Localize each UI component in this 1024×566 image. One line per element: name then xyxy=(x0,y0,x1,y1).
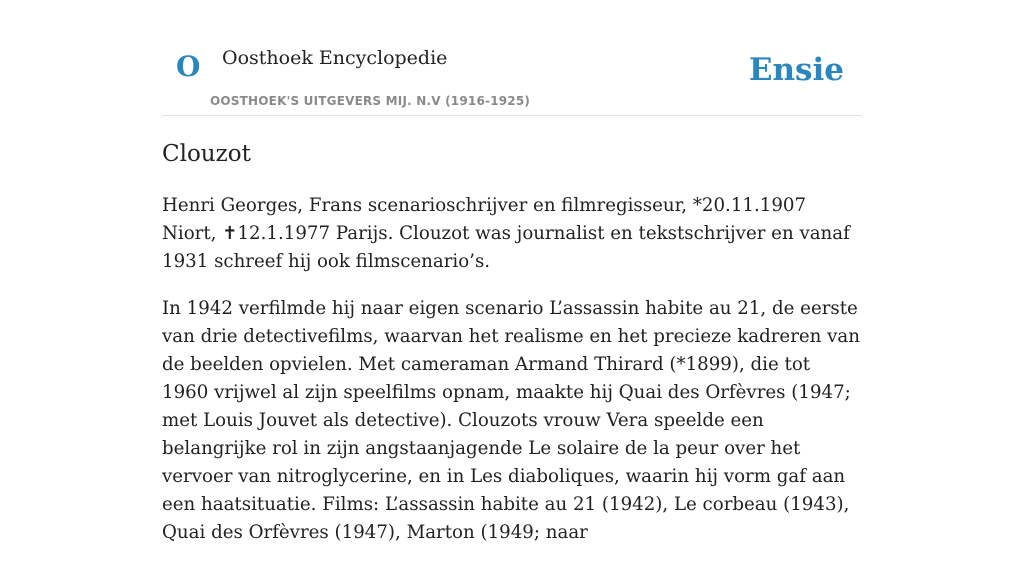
site-logo[interactable]: O xyxy=(176,50,201,83)
site-header xyxy=(162,0,862,116)
article-paragraph: In 1942 verfilmde hij naar eigen scenario L’assassin habite au 21, de eerste van drie detectivefilms, waarvan het realisme en het precieze kadreren van de beelden opvielen. Met cameraman Armand Thirard (*1899), die tot 1960 vrijwel al zijn speelfilms opnam, maakte hij Quai des Orfèvres (1947; met Louis Jouvet als detective). Clouzots vrouw Vera speelde een belangrijke rol in zijn angstaanjagende Le solaire de la peur over het vervoer van nitroglycerine, en in Les diaboliques, waarin hij vorm gaf aan een haatsituatie. Films: L’assassin habite au 21 (1942), Le corbeau (1943), Quai des Orfèvres (1947), Marton (1949; naar xyxy=(162,298,860,543)
page xyxy=(162,0,862,543)
article-title: Clouzot xyxy=(162,141,251,167)
article-body xyxy=(162,192,862,566)
article-paragraph: Henri Georges, Frans scenarioschrijver en filmregisseur, *20.11.1907 Niort, ✝12.1.1977 Parijs. Clouzot was journalist en tekstschrijver en vanaf 1931 schreef hij ook filmscenario’s. xyxy=(162,195,850,272)
brand-logo-link[interactable]: Ensie xyxy=(748,52,844,88)
site-title[interactable]: Oosthoek Encyclopedie xyxy=(222,47,448,69)
publisher-subtitle: OOSTHOEK'S UITGEVERS MIJ. N.V (1916-1925) xyxy=(210,94,531,108)
